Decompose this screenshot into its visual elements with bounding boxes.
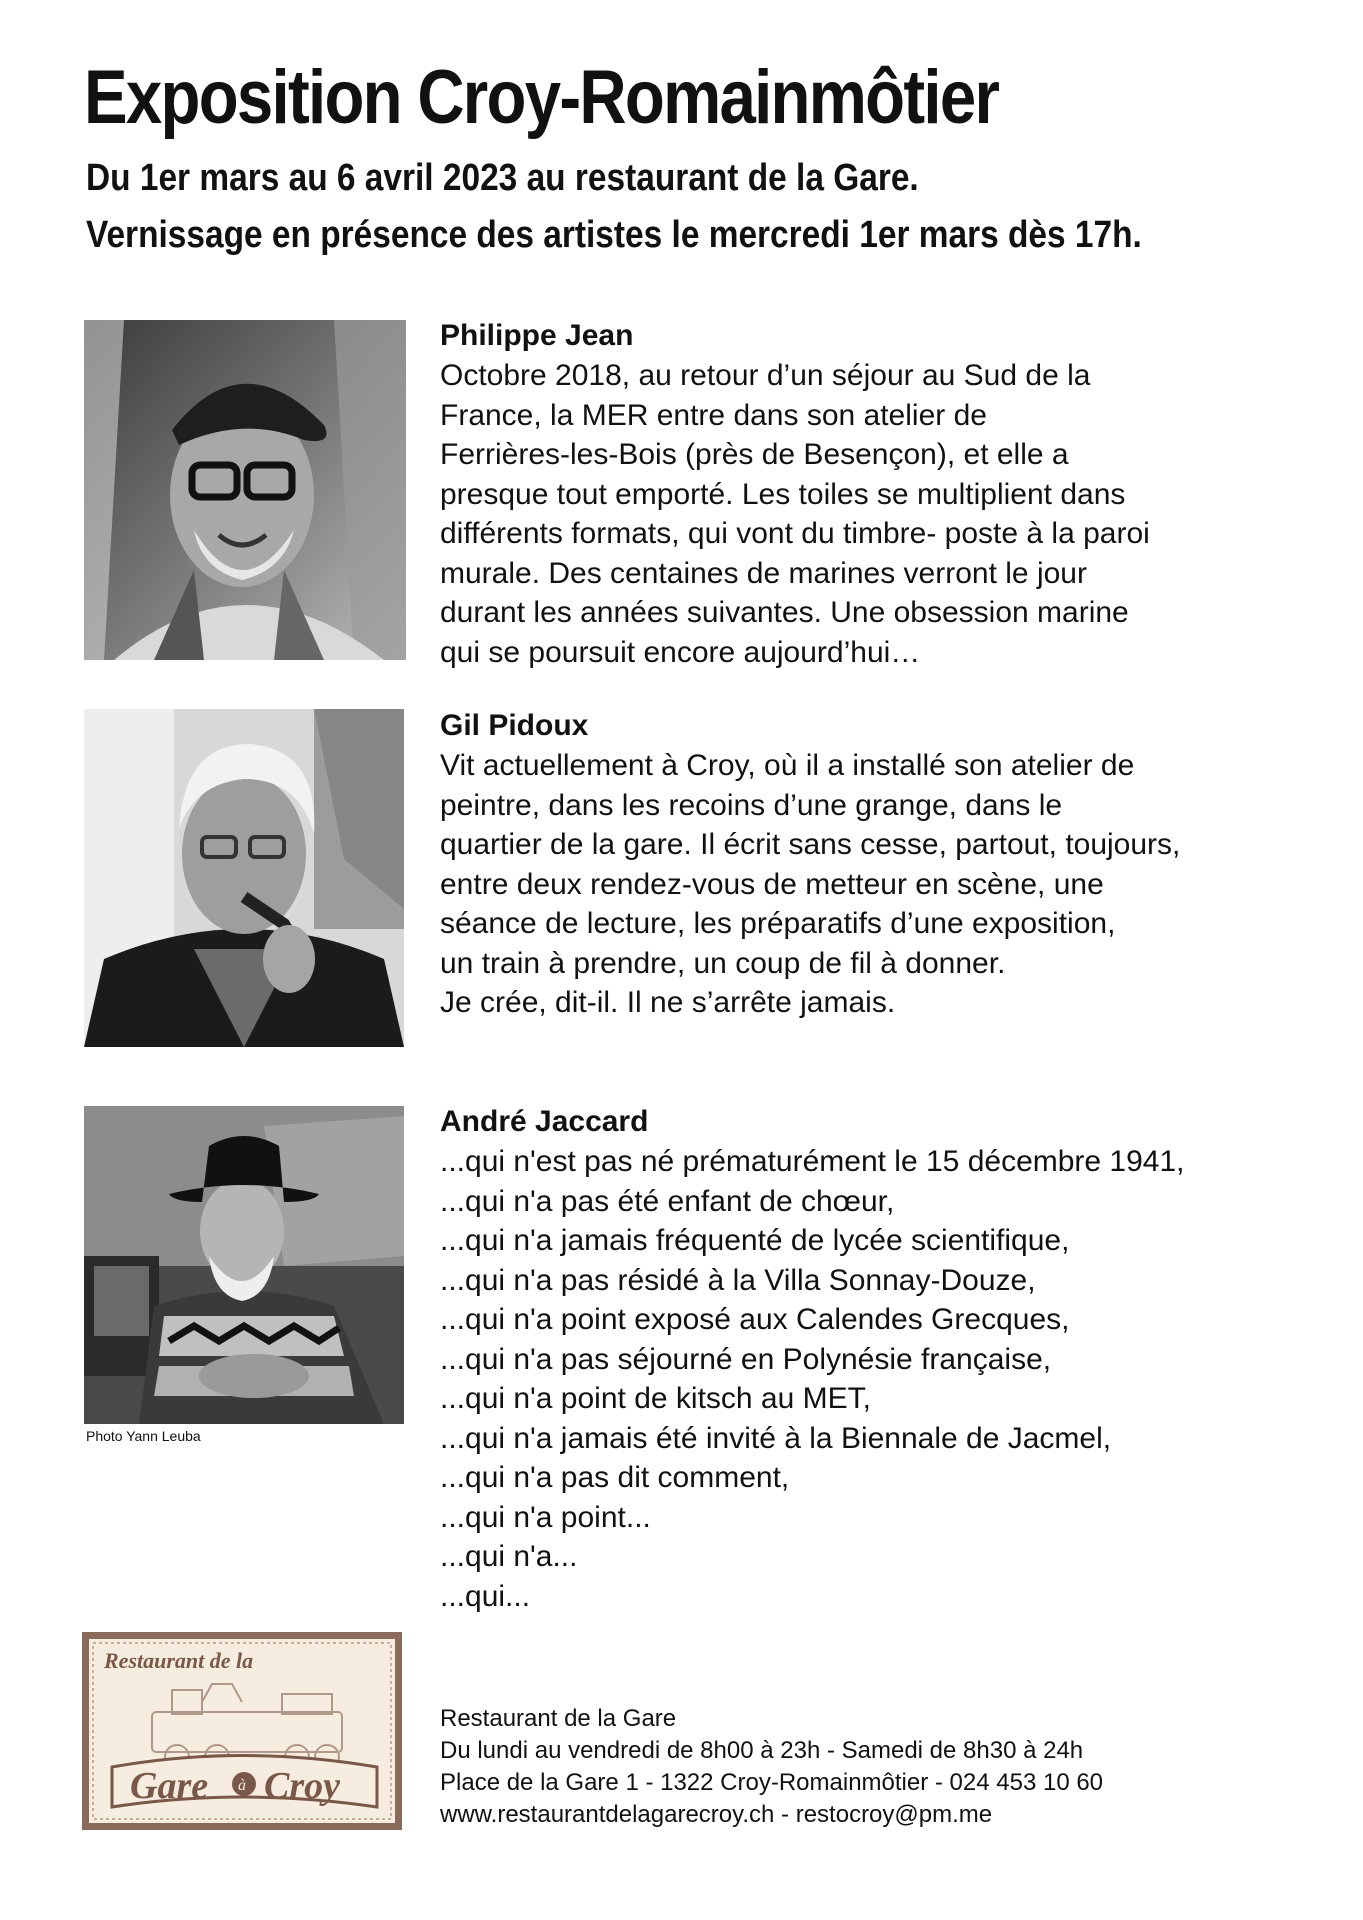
website-email: www.restaurantdelagarecroy.ch - restocroy@pm.me — [440, 1801, 993, 1828]
artist-name: Gil Pidoux — [440, 709, 589, 742]
bio-line: ...qui n'a pas résidé à la Villa Sonnay-Douze, — [440, 1263, 1036, 1297]
artist-name: Philippe Jean — [440, 319, 634, 352]
bio-line: ...qui n'a jamais été invité à la Biennale de Jacmel, — [440, 1421, 1112, 1455]
bio-line: qui se poursuit encore aujourd’hui… — [440, 635, 921, 669]
artist-name: André Jaccard — [440, 1105, 649, 1138]
bio-line: Ferrières-les-Bois (près de Besençon), et elle a — [440, 438, 1069, 471]
artist-bio — [440, 746, 1180, 1023]
address-phone: Place de la Gare 1 - 1322 Croy-Romainmôtier - 024 453 10 60 — [440, 1769, 1104, 1796]
restaurant-name: Restaurant de la Gare — [440, 1705, 677, 1732]
bio-line: un train à prendre, un coup de fil à donner. — [440, 946, 1006, 980]
exhibition-dates-line: Du 1er mars au 6 avril 2023 au restaurant de la Gare. — [86, 157, 919, 199]
bio-line: Octobre 2018, au retour d’un séjour au Sud de la — [440, 359, 1091, 392]
bio-line: ...qui n'a pas séjourné en Polynésie française, — [440, 1342, 1052, 1376]
gil-pidoux-photo — [84, 709, 404, 1047]
photo-credit: Photo Yann Leuba — [86, 1428, 201, 1444]
bio-line: ...qui n'a point... — [440, 1500, 651, 1534]
bio-line: ...qui n'a point exposé aux Calendes Grecques, — [440, 1303, 1070, 1336]
bio-line: presque tout emporté. Les toiles se multiplient dans — [440, 477, 1126, 511]
logo-word-gare: Gare — [130, 1765, 209, 1807]
artist-bio — [440, 356, 1150, 672]
artist-philippe-jean — [440, 316, 1150, 672]
andre-jaccard-photo — [84, 1106, 404, 1424]
bio-line: ...qui n'a pas dit comment, — [440, 1461, 790, 1494]
bio-line: durant les années suivantes. Une obsession marine — [440, 596, 1129, 629]
bio-line: ...qui n'a jamais fréquenté de lycée scientifique, — [440, 1224, 1070, 1257]
bio-line: ...qui n'a point de kitsch au MET, — [440, 1382, 871, 1415]
bio-line: peintre, dans les recoins d’une grange, dans le — [440, 788, 1063, 822]
bio-line: ...qui n'est pas né prématurément le 15 décembre 1941, — [440, 1145, 1185, 1178]
exhibition-dates — [86, 150, 1142, 264]
bio-line: ...qui n'a pas été enfant de chœur, — [440, 1184, 895, 1218]
page-title: Exposition Croy-Romainmôtier — [84, 55, 999, 140]
vernissage-line: Vernissage en présence des artistes le mercredi 1er mars dès 17h. — [86, 214, 1142, 256]
restaurant-logo — [82, 1632, 402, 1830]
bio-line: Vit actuellement à Croy, où il a installé son atelier de — [440, 749, 1135, 782]
bio-line: ...qui... — [440, 1579, 531, 1613]
bio-line: séance de lecture, les préparatifs d’une exposition, — [440, 907, 1116, 940]
opening-hours: Du lundi au vendredi de 8h00 à 23h - Samedi de 8h30 à 24h — [440, 1737, 1084, 1764]
bio-line: quartier de la gare. Il écrit sans cesse, partout, toujours, — [440, 828, 1181, 861]
bio-line: murale. Des centaines de marines verront le jour — [440, 556, 1087, 590]
logo-word-a: à — [238, 1777, 246, 1794]
philippe-jean-photo — [84, 320, 406, 660]
bio-line: entre deux rendez-vous de metteur en scène, une — [440, 867, 1104, 901]
artist-bio — [440, 1142, 1185, 1616]
bio-line: Je crée, dit-il. Il ne s’arrête jamais. — [440, 986, 896, 1019]
bio-line: ...qui n'a... — [440, 1540, 578, 1573]
bio-line: France, la MER entre dans son atelier de — [440, 398, 987, 432]
artist-gil-pidoux — [440, 706, 1180, 1023]
logo-word-croy: Croy — [264, 1765, 340, 1807]
logo-line-1: Restaurant de la — [104, 1648, 254, 1673]
restaurant-info — [440, 1703, 1103, 1831]
bio-line: différents formats, qui vont du timbre- poste à la paroi — [440, 517, 1150, 550]
artist-andre-jaccard — [440, 1102, 1185, 1616]
